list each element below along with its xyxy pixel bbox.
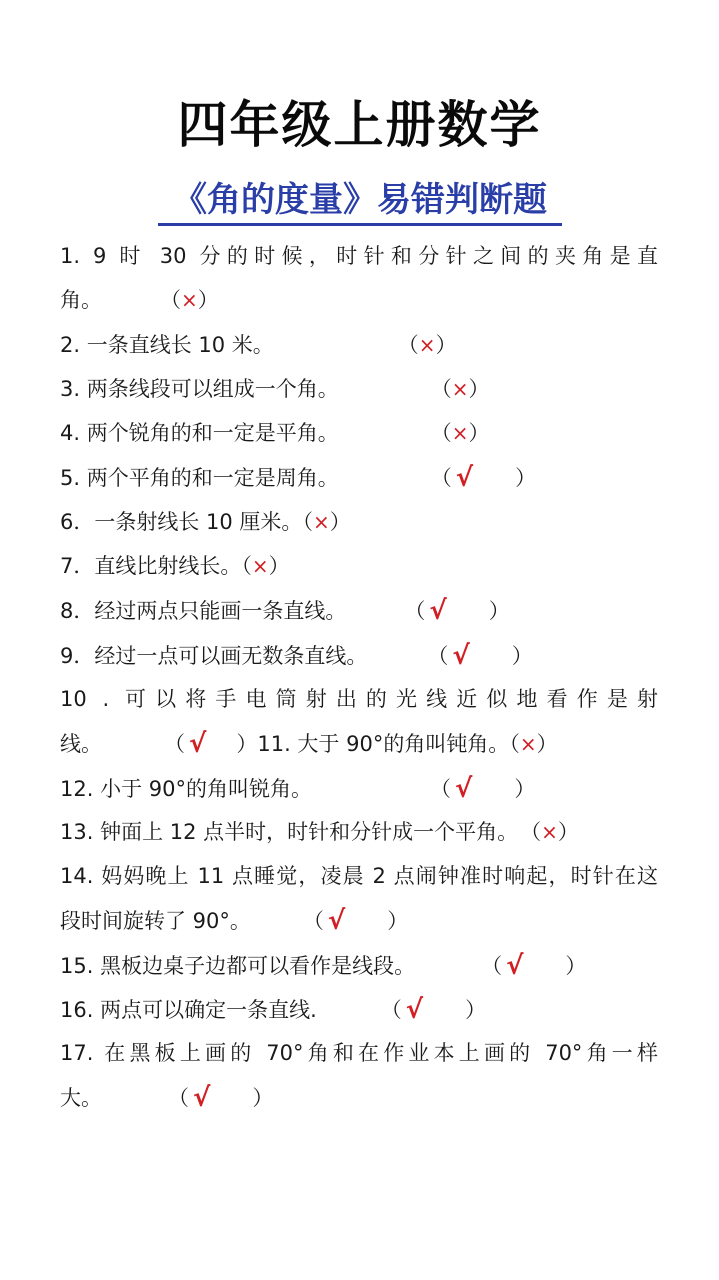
question-2 [60, 330, 457, 360]
wrong-mark-icon: × [418, 333, 436, 357]
wrong-mark-icon: × [519, 732, 537, 756]
question-13 [60, 817, 579, 847]
answer-paren-open: （ [427, 644, 449, 668]
answer-paren-close: ） [511, 644, 533, 668]
question-10-line-1: 10 . 可以将手电筒射出的光线近似地看作是射 [60, 687, 658, 711]
check-mark-icon: √ [429, 596, 447, 626]
question-5 [60, 462, 536, 492]
answer-paren-open: （ [168, 1086, 189, 1110]
question-4 [60, 418, 489, 448]
question-text: 16. 两点可以确定一条直线. [60, 998, 317, 1022]
question-1-line-1: 1. 9 时 30 分的时候，时针和分针之间的夹角是直 [60, 244, 658, 268]
answer-paren-open: （ [302, 510, 313, 534]
answer-paren-close: ） [197, 288, 219, 312]
wrong-mark-icon: × [451, 421, 469, 445]
answer-paren-open: （ [164, 732, 185, 756]
question-9 [60, 640, 533, 670]
question-text: 13. 钟面上 12 点半时，时针和分针成一个平角。 [60, 820, 519, 844]
check-mark-icon: √ [189, 729, 207, 759]
wrong-mark-icon: × [451, 377, 469, 401]
question-text: 7．直线比射线长。 [60, 554, 242, 578]
answer-paren-close: ） [236, 732, 258, 756]
question-text: 9．经过一点可以画无数条直线。 [60, 644, 368, 668]
answer-paren-open: （ [429, 777, 451, 801]
answer-paren-close: ） [536, 732, 558, 756]
answer-paren-open: （ [160, 288, 181, 312]
answer-paren-open: （ [509, 732, 520, 756]
answer-paren-open: （ [481, 954, 503, 978]
wrong-mark-icon: × [312, 510, 330, 534]
answer-paren-open: （ [397, 333, 419, 357]
answer-paren-close: ） [468, 421, 490, 445]
check-mark-icon: √ [327, 906, 346, 936]
question-16 [60, 994, 486, 1024]
question-15 [60, 950, 586, 980]
question-text: 12. 小于 90°的角叫锐角。 [60, 777, 312, 801]
question-11-text: 11. 大于 90°的角叫钝角。 [257, 732, 510, 756]
check-mark-icon: √ [455, 463, 474, 493]
question-3 [60, 374, 489, 404]
answer-paren-close: ） [565, 954, 587, 978]
question-text: 线。 [60, 732, 102, 756]
answer-paren-close: ） [252, 1086, 274, 1110]
page-title: 四年级上册数学 [177, 96, 542, 154]
check-mark-icon: √ [405, 995, 424, 1025]
question-6 [60, 507, 351, 537]
question-12 [60, 773, 535, 803]
answer-paren-open: （ [430, 466, 452, 490]
page-subtitle: 《角的度量》易错判断题 [158, 176, 562, 226]
answer-paren-open: （ [241, 554, 252, 578]
answer-paren-open: （ [302, 909, 324, 933]
question-7 [60, 551, 290, 581]
question-text: 4. 两个锐角的和一定是平角。 [60, 421, 339, 445]
answer-paren-open: （ [430, 377, 452, 401]
answer-paren-open: （ [404, 599, 426, 623]
answer-paren-close: ） [514, 777, 536, 801]
question-17-line-2 [60, 1082, 273, 1112]
question-text: 3. 两条线段可以组成一个角。 [60, 377, 339, 401]
answer-paren-close: ） [387, 909, 409, 933]
question-text: 2. 一条直线长 10 米。 [60, 333, 274, 357]
question-text: 6．一条射线长 10 厘米。 [60, 510, 303, 534]
question-text: 8．经过两点只能画一条直线。 [60, 599, 347, 623]
question-text: 段时间旋转了 90°。 [60, 909, 251, 933]
answer-paren-close: ） [557, 820, 579, 844]
answer-paren-open: （ [520, 820, 542, 844]
check-mark-icon: √ [506, 951, 524, 981]
wrong-mark-icon: × [251, 554, 269, 578]
question-17-line-1: 17. 在黑板上画的 70°角和在作业本上画的 70°角一样 [60, 1041, 658, 1065]
answer-paren-close: ） [465, 998, 487, 1022]
question-text: 5. 两个平角的和一定是周角。 [60, 466, 339, 490]
wrong-mark-icon: × [181, 288, 198, 312]
wrong-mark-icon: × [541, 820, 558, 844]
question-1-line-2 [60, 285, 219, 315]
check-mark-icon: √ [193, 1083, 211, 1113]
question-10-line-2 [60, 728, 558, 758]
answer-paren-close: ） [329, 510, 351, 534]
question-text: 大。 [60, 1086, 102, 1110]
answer-paren-close: ） [468, 377, 490, 401]
check-mark-icon: √ [452, 641, 470, 671]
answer-paren-close: ） [435, 333, 457, 357]
question-8 [60, 595, 510, 625]
answer-paren-open: （ [430, 421, 452, 445]
question-14-line-2 [60, 905, 408, 935]
check-mark-icon: √ [454, 774, 473, 804]
question-text: 15. 黑板边桌子边都可以看作是线段。 [60, 954, 416, 978]
answer-paren-close: ） [268, 554, 290, 578]
question-text: 角。 [60, 288, 102, 312]
answer-paren-close: ） [488, 599, 510, 623]
answer-paren-open: （ [380, 998, 402, 1022]
answer-paren-close: ） [515, 466, 537, 490]
question-14-line-1: 14. 妈妈晚上 11 点睡觉，凌晨 2 点闹钟准时响起，时针在这 [60, 864, 658, 888]
